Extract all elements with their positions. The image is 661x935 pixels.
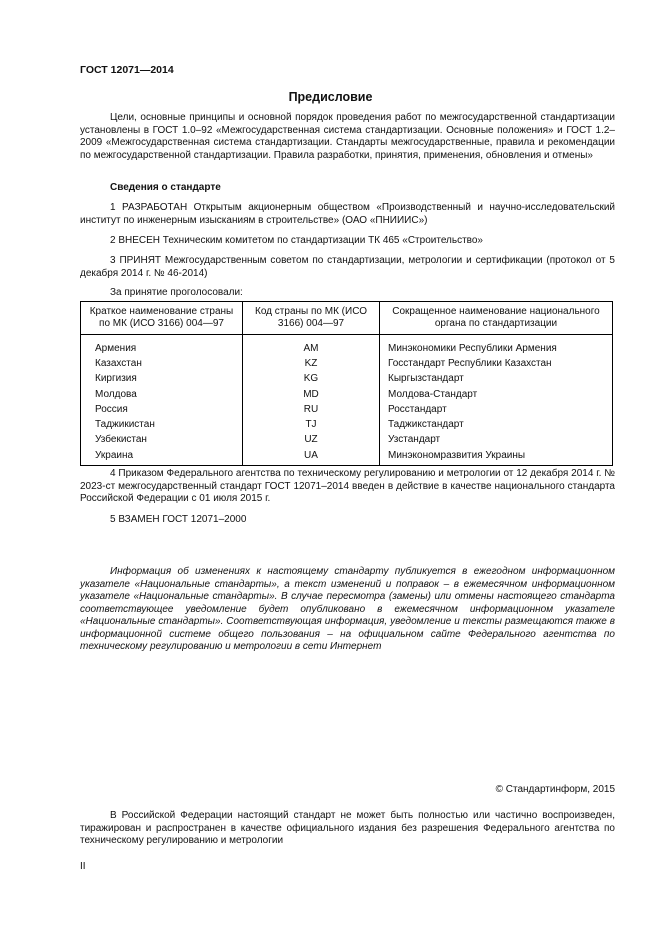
table-cell-country: Армения [81,335,243,357]
table-cell-body: Росстандарт [380,402,613,417]
table-cell-country: Россия [81,402,243,417]
info-note: Информация об изменениях к настоящему стандарту публикуется в ежегодном информационном указателе «Национальные стандарты», а текст изменений и поправок – в ежемесячном информационном указателе «Национальные стандарты». В случае пересмотра (замены) или отмены настоящего стандарта соответствующее уведомление будет опубликовано в ежемесячном информационном указателе «Национальные стандарты». Соответствующая информация, уведомление и тексты размещаются также в информационной системе общего пользования – на официальном сайте Федерального агентства по техническому регулированию и метрологии в сети Интернет [80,566,615,652]
table-header-code: Код страны по МК (ИСО 3166) 004—97 [243,302,380,335]
table-cell-code: UZ [243,433,380,448]
voted-for-label: За принятие проголосовали: [110,287,243,298]
table-cell-code: MD [243,387,380,402]
table-cell-body: Минэкономразвития Украины [380,448,613,466]
table-row [81,433,613,448]
item-adopted: 3 ПРИНЯТ Межгосударственным советом по стандартизации, метрологии и сертификации (протокол от 5 декабря 2014 г. № 46-2014) [80,255,615,279]
reproduction-notice: В Российской Федерации настоящий стандарт не может быть полностью или частично воспроизведен, тиражирован и распространен в качестве официального издания без разрешения Федерального агентства по техническому регулированию и метрологии [80,810,615,846]
intro-paragraph: Цели, основные принципы и основной порядок проведения работ по межгосударственной стандартизации установлены в ГОСТ 1.0–92 «Межгосударственная система стандартизации. Основные положения» и ГОСТ 1.2–2009 «Межгосударственная система стандартизации. Стандарты межгосударственные, правила и рекомендации по межгосударственной стандартизации. Правила разработки, принятия, применения, обновления и отмены» [80,112,615,161]
table-row [81,402,613,417]
table-cell-code: TJ [243,417,380,432]
item-order: 4 Приказом Федерального агентства по техническому регулированию и метрологии от 12 декабря 2014 г. № 2023-ст межгосударственный стандарт ГОСТ 12071–2014 введен в действие в качестве национального стандарта Российской Федерации с 01 июля 2015 г. [80,468,615,504]
table-cell-country: Молдова [81,387,243,402]
item-introduced: 2 ВНЕСЕН Техническим комитетом по стандартизации ТК 465 «Строительство» [110,235,483,246]
table-header-row [81,302,613,335]
table-row [81,387,613,402]
table-row [81,417,613,432]
item-replaced: 5 ВЗАМЕН ГОСТ 12071–2000 [110,514,247,525]
table-cell-body: Госстандарт Республики Казахстан [380,356,613,371]
info-heading: Сведения о стандарте [110,182,221,193]
table-cell-body: Кыргызстандарт [380,372,613,387]
item-developed: 1 РАЗРАБОТАН Открытым акционерным обществом «Производственный и научно-исследовательский институт по инженерным изысканиям в строительстве» (ОАО «ПНИИИС») [80,202,615,226]
table-header-body: Сокращенное наименование национального органа по стандартизации [380,302,613,335]
table-cell-body: Молдова-Стандарт [380,387,613,402]
table-cell-code: UA [243,448,380,466]
table-header-country: Краткое наименование страны по МК (ИСО 3166) 004—97 [81,302,243,335]
table-cell-body: Минэкономики Республики Армения [380,335,613,357]
page-number: II [80,861,86,872]
table-cell-country: Узбекистан [81,433,243,448]
document-code: ГОСТ 12071—2014 [80,64,174,76]
table-row [81,448,613,466]
table-cell-country: Украина [81,448,243,466]
table-row [81,335,613,357]
table-cell-code: KG [243,372,380,387]
table-cell-code: KZ [243,356,380,371]
table-cell-code: RU [243,402,380,417]
page-title: Предисловие [288,90,373,104]
table-cell-body: Таджикстандарт [380,417,613,432]
voting-table [80,301,613,466]
table-row [81,372,613,387]
table-cell-country: Таджикистан [81,417,243,432]
table-row [81,356,613,371]
table-cell-country: Киргизия [81,372,243,387]
table-cell-body: Узстандарт [380,433,613,448]
table-cell-country: Казахстан [81,356,243,371]
table-cell-code: AM [243,335,380,357]
copyright: © Стандартинформ, 2015 [495,784,615,795]
